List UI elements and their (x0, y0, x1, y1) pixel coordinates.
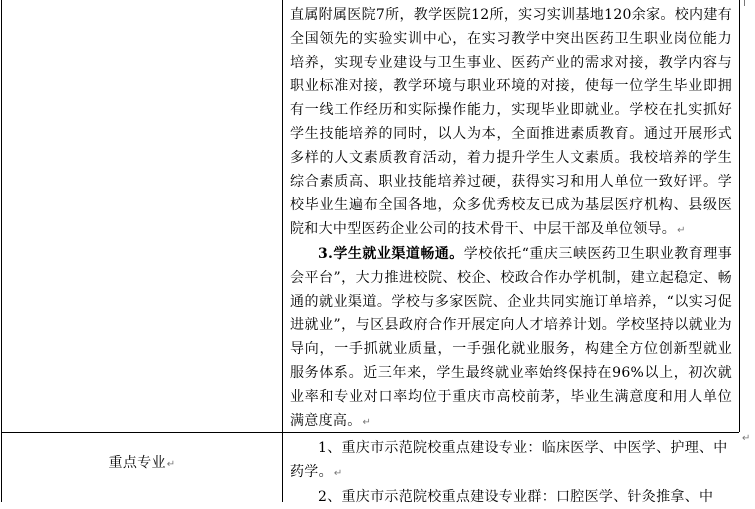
key-majors-item-2: 2、重庆市示范院校重点建设专业群：口腔医学、针灸推拿、中 (318, 488, 714, 505)
key-majors-content-cell (290, 437, 740, 509)
key-majors-label-cell: 重点专业↵ (108, 455, 176, 471)
table-border-left (1, 0, 2, 502)
paragraph-facilities: 直属附属医院7所，教学医院12所，实习实训基地120余家。校内建有全国领先的实验实训中心，在实习教学中突出医药卫生职业岗位能力培养，实现专业建设与卫生事业、医药产业的需求对接，教学内容与职业标准对接，教学环境与职业环境的对接，使每一位学生毕业即拥有一线工作经历和实际操作能力，实现毕业即就业。学校在扎实抓好学生技能培养的同时，以人为本，全面推进素质教育。通过开展形式多样的人文素质教育活动，着力提升学生人文素质。我校培养的学生综合素质高、职业技能培养过硬，获得实习和用人单位一致好评。学校毕业生遍布全国各地，众多优秀校友已成为基层医疗机构、县级医院和大中型医药企业公司的技术骨干、中层干部及单位领导。↵ (290, 7, 732, 238)
paragraph-employment: 3.学生就业渠道畅通。学校依托“重庆三峡医药卫生职业教育理事会平台”，大力推进校院、校企、校政合作办学机制，建立起稳定、畅通的就业渠道。学校与多家医院、企业共同实施订单培养，“以实习促进就业”，与区县政府合作开展定向人才培养计划。学校坚持以就业为导向，一手抓就业质量，一手强化就业服务，构建全方位创新型就业服务体系。近三年来，学生最终就业率始终保持在96%以上，初次就业率和专业对口率均位于重庆市高校前茅，毕业生满意度和用人单位满意度高。↵ (290, 245, 732, 429)
employment-heading: 3.学生就业渠道畅通。 (318, 245, 464, 262)
cell-end-marker (744, 0, 745, 6)
paragraph-mark: ↵ (333, 467, 343, 479)
top-content-cell (290, 4, 732, 434)
paragraph-mark: ↵ (166, 459, 176, 470)
cell-end-mark: ↵ (742, 433, 751, 444)
paragraph-mark: ↵ (362, 416, 372, 428)
table-column-divider (282, 0, 283, 502)
key-majors-item-1: 1、重庆市示范院校重点建设专业：临床医学、中医学、护理、中药学。↵ (290, 440, 728, 480)
table-border-right (739, 0, 740, 432)
paragraph-mark: ↵ (677, 225, 686, 237)
